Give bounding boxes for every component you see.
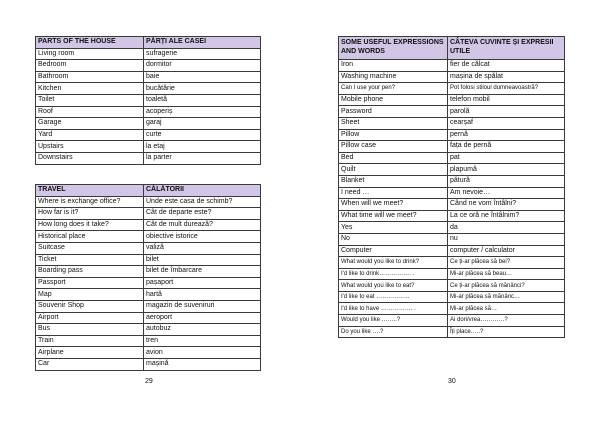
table-row (339, 152, 565, 164)
table-row (339, 210, 565, 222)
romanian-cell: toaletă (144, 94, 261, 106)
romanian-cell: acoperiș (144, 106, 261, 118)
table-row (339, 315, 565, 327)
romanian-cell: nu (448, 233, 565, 245)
romanian-cell: bilet (144, 254, 261, 266)
header-romanian: PĂRȚI ALE CASEI (144, 37, 261, 49)
romanian-cell: Îți place…..? (448, 326, 565, 338)
english-cell: Suitcase (36, 242, 144, 254)
romanian-cell: baie (144, 71, 261, 83)
english-cell: What would you like to drink? (339, 257, 448, 269)
header-english: SOME USEFUL EXPRESSIONS AND WORDS (339, 37, 448, 60)
table-row (339, 303, 565, 315)
romanian-cell: obiective istorice (144, 231, 261, 243)
romanian-cell: pat (448, 152, 565, 164)
table-row (339, 117, 565, 129)
english-cell: Bus (36, 324, 144, 336)
english-cell: Bathroom (36, 71, 144, 83)
romanian-cell: Cât de departe este? (144, 208, 261, 220)
english-cell: Do you like ….? (339, 326, 448, 338)
table-row (36, 289, 261, 301)
table-row (36, 347, 261, 359)
english-cell: Would you like ……..? (339, 315, 448, 327)
table-row (36, 231, 261, 243)
header-romanian: CÂTEVA CUVINTE ȘI EXPRESII UTILE (448, 37, 565, 60)
romanian-cell: Unde este casa de schimb? (144, 196, 261, 208)
useful-expressions-table (338, 36, 565, 338)
english-cell: Blanket (339, 175, 448, 187)
romanian-cell: Ce ți-ar plăcea să bei? (448, 257, 565, 269)
english-cell: I'd like to drink……………. . (339, 268, 448, 280)
romanian-cell: computer / calculator (448, 245, 565, 257)
table-row (36, 141, 261, 153)
parts-of-house-table (35, 36, 261, 165)
table-row (339, 268, 565, 280)
english-cell: Airplane (36, 347, 144, 359)
table-row (339, 199, 565, 211)
english-cell: When will we meet? (339, 199, 448, 211)
table-header-row (36, 185, 261, 197)
romanian-cell: fața de pernă (448, 141, 565, 153)
table-row (36, 152, 261, 164)
romanian-cell: Ce ți-ar plăcea să mănânci? (448, 280, 565, 292)
table-row (36, 208, 261, 220)
english-cell: Computer (339, 245, 448, 257)
romanian-cell: pătură (448, 175, 565, 187)
table-row (339, 129, 565, 141)
english-cell: Quilt (339, 164, 448, 176)
english-cell: Living room (36, 48, 144, 60)
english-cell: Pillow (339, 129, 448, 141)
english-cell: Yard (36, 129, 144, 141)
english-cell: Bedroom (36, 60, 144, 72)
english-cell: Train (36, 335, 144, 347)
english-cell: Historical place (36, 231, 144, 243)
table-row (36, 60, 261, 72)
table-row (339, 164, 565, 176)
table-row (36, 94, 261, 106)
table-row (339, 106, 565, 118)
header-english: TRAVEL (36, 185, 144, 197)
table-row (36, 254, 261, 266)
english-cell: Password (339, 106, 448, 118)
romanian-cell: mașină (144, 358, 261, 370)
table-row (339, 257, 565, 269)
romanian-cell: dormitor (144, 60, 261, 72)
english-cell: What would you like to eat? (339, 280, 448, 292)
table-row (339, 326, 565, 338)
english-cell: Airport (36, 312, 144, 324)
english-cell: Kitchen (36, 83, 144, 95)
romanian-cell: bucătărie (144, 83, 261, 95)
romanian-cell: pernă (448, 129, 565, 141)
table-row (339, 233, 565, 245)
romanian-cell: sufragerie (144, 48, 261, 60)
english-cell: Souvenir Shop (36, 300, 144, 312)
romanian-cell: aeroport (144, 312, 261, 324)
romanian-cell: garaj (144, 118, 261, 130)
english-cell: Boarding pass (36, 266, 144, 278)
english-cell: Passport (36, 277, 144, 289)
english-cell: Map (36, 289, 144, 301)
romanian-cell: Mi-ar plăcea să mănânc… (448, 291, 565, 303)
table-row (36, 300, 261, 312)
romanian-cell: Mi-ar plăcea să beau… (448, 268, 565, 280)
table-row (339, 291, 565, 303)
table-row (339, 175, 565, 187)
english-cell: How far is it? (36, 208, 144, 220)
english-cell: No (339, 233, 448, 245)
table-row (36, 358, 261, 370)
table-row (339, 60, 565, 72)
romanian-cell: cearșaf (448, 117, 565, 129)
romanian-cell: Cât de mult durează? (144, 219, 261, 231)
romanian-cell: la etaj (144, 141, 261, 153)
page-number-left: 29 (145, 378, 153, 385)
table-header-row (339, 37, 565, 60)
romanian-cell: valiză (144, 242, 261, 254)
romanian-cell: curte (144, 129, 261, 141)
table-row (36, 129, 261, 141)
romanian-cell: hartă (144, 289, 261, 301)
table-row (36, 219, 261, 231)
table-row (339, 187, 565, 199)
table-row (36, 71, 261, 83)
table-row (36, 312, 261, 324)
english-cell: Washing machine (339, 71, 448, 83)
english-cell: Ticket (36, 254, 144, 266)
romanian-cell: Când ne vom întâlni? (448, 199, 565, 211)
romanian-cell: telefon mobil (448, 94, 565, 106)
table-row (36, 83, 261, 95)
romanian-cell: da (448, 222, 565, 234)
romanian-cell: Ai dori/vrea…………? (448, 315, 565, 327)
english-cell: What time will we meet? (339, 210, 448, 222)
romanian-cell: La ce oră ne întâlnim? (448, 210, 565, 222)
english-cell: Mobile phone (339, 94, 448, 106)
table-row (36, 106, 261, 118)
table-row (339, 245, 565, 257)
table-row (339, 222, 565, 234)
romanian-cell: parolă (448, 106, 565, 118)
english-cell: I'd like to have ……………. . (339, 303, 448, 315)
table-row (36, 242, 261, 254)
table-row (339, 141, 565, 153)
table-row (339, 94, 565, 106)
table-row (36, 277, 261, 289)
table-row (36, 118, 261, 130)
romanian-cell: bilet de îmbarcare (144, 266, 261, 278)
romanian-cell: pașaport (144, 277, 261, 289)
english-cell: Yes (339, 222, 448, 234)
romanian-cell: magazin de suveniruri (144, 300, 261, 312)
header-english: PARTS OF THE HOUSE (36, 37, 144, 49)
table-row (36, 48, 261, 60)
english-cell: Car (36, 358, 144, 370)
romanian-cell: avion (144, 347, 261, 359)
page-number-right: 30 (448, 378, 456, 385)
english-cell: Garage (36, 118, 144, 130)
table-row (339, 71, 565, 83)
english-cell: Pillow case (339, 141, 448, 153)
romanian-cell: fier de călcat (448, 60, 565, 72)
english-cell: Where is exchange office? (36, 196, 144, 208)
english-cell: Can I use your pen? (339, 83, 448, 95)
table-row (36, 324, 261, 336)
romanian-cell: Mi-ar plăcea să… (448, 303, 565, 315)
english-cell: Roof (36, 106, 144, 118)
romanian-cell: Pot folosi stiloul dumneavoastră? (448, 83, 565, 95)
romanian-cell: mașina de spălat (448, 71, 565, 83)
english-cell: Bed (339, 152, 448, 164)
romanian-cell: la parter (144, 152, 261, 164)
table-row (339, 280, 565, 292)
table-row (36, 196, 261, 208)
travel-table (35, 184, 261, 371)
english-cell: Upstairs (36, 141, 144, 153)
english-cell: Sheet (339, 117, 448, 129)
english-cell: Iron (339, 60, 448, 72)
table-row (339, 83, 565, 95)
romanian-cell: plapumă (448, 164, 565, 176)
english-cell: I need … (339, 187, 448, 199)
english-cell: How long does it take? (36, 219, 144, 231)
english-cell: Downstairs (36, 152, 144, 164)
romanian-cell: tren (144, 335, 261, 347)
table-row (36, 266, 261, 278)
table-row (36, 335, 261, 347)
romanian-cell: Am nevoie… (448, 187, 565, 199)
header-romanian: CĂLĂTORII (144, 185, 261, 197)
table-header-row (36, 37, 261, 49)
english-cell: Toilet (36, 94, 144, 106)
english-cell: I'd like to eat …………….. (339, 291, 448, 303)
romanian-cell: autobuz (144, 324, 261, 336)
